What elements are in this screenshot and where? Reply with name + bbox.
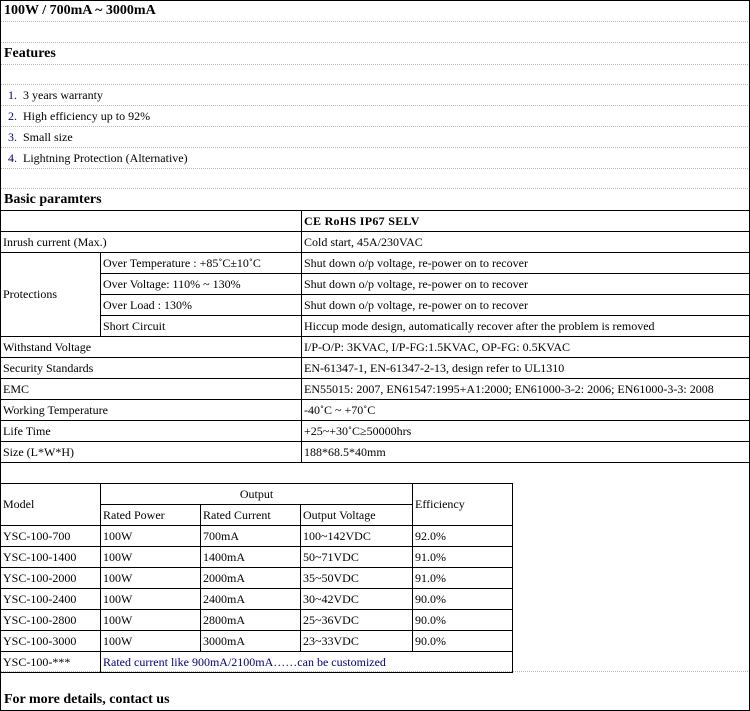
model-cell: YSC-100-2400 [1,589,101,610]
efficiency-cell: 91.0% [413,568,513,589]
certifications: CE RoHS IP67 SELV [302,211,750,232]
protections-label: Protections [1,253,101,337]
divider [1,21,748,22]
current-cell: 3000mA [201,631,301,652]
table-cell [1,211,302,232]
row-value: 188*68.5*40mm [302,442,750,463]
divider [1,42,748,43]
power-cell: 100W [101,526,201,547]
row-label: EMC [1,379,302,400]
protection-name: Short Circuit [101,316,302,337]
product-title: 100W / 700mA ~ 3000mA [4,3,156,18]
power-cell: 100W [101,589,201,610]
efficiency-cell: 90.0% [413,631,513,652]
table-row [1,358,750,379]
current-cell: 2400mA [201,589,301,610]
basic-params-table [0,210,750,463]
current-cell: 1400mA [201,547,301,568]
power-cell: 100W [101,568,201,589]
table-row [1,211,750,232]
voltage-cell: 35~50VDC [301,568,413,589]
row-label: Withstand Voltage [1,337,302,358]
efficiency-cell: 90.0% [413,589,513,610]
row-label: Security Standards [1,358,302,379]
protection-name: Over Temperature : +85˚C±10˚C [101,253,302,274]
table-row [1,610,513,631]
row-label: Working Temperature [1,400,302,421]
voltage-cell: 25~36VDC [301,610,413,631]
row-value: EN-61347-1, EN-61347-2-13, design refer to UL1310 [302,358,750,379]
table-row [1,316,750,337]
divider [1,671,748,672]
table-row [1,400,750,421]
table-row [1,547,513,568]
row-label: Life Time [1,421,302,442]
power-cell: 100W [101,631,201,652]
efficiency-cell: 91.0% [413,547,513,568]
protection-value: Shut down o/p voltage, re-power on to recover [302,295,750,316]
model-table [0,483,513,673]
table-row [1,526,513,547]
table-row [1,337,750,358]
row-label: Inrush current (Max.) [1,232,302,253]
table-row [1,589,513,610]
voltage-cell: 30~42VDC [301,589,413,610]
feature-item: 2. High efficiency up to 92% [8,109,151,123]
table-row [1,568,513,589]
model-cell: YSC-100-2000 [1,568,101,589]
voltage-cell: 50~71VDC [301,547,413,568]
efficiency-cell: 90.0% [413,610,513,631]
protection-name: Over Voltage: 110% ~ 130% [101,274,302,295]
model-cell: YSC-100-3000 [1,631,101,652]
model-cell: YSC-100-*** [1,652,101,673]
protection-value: Shut down o/p voltage, re-power on to recover [302,253,750,274]
contact-heading: For more details, contact us [4,692,170,707]
row-label: Size (L*W*H) [1,442,302,463]
power-cell: 100W [101,547,201,568]
row-value: I/P-O/P: 3KVAC, I/P-FG:1.5KVAC, OP-FG: 0.5KVAC [302,337,750,358]
divider [1,168,748,169]
model-cell: YSC-100-1400 [1,547,101,568]
efficiency-cell: 92.0% [413,526,513,547]
voltage-cell: 23~33VDC [301,631,413,652]
model-cell: YSC-100-700 [1,526,101,547]
table-row [1,442,750,463]
current-cell: 700mA [201,526,301,547]
protection-value: Shut down o/p voltage, re-power on to recover [302,274,750,295]
rated-power-header: Rated Power [101,505,201,526]
feature-item: 4. Lightning Protection (Alternative) [8,151,188,165]
row-value: +25~+30˚C≥50000hrs [302,421,750,442]
power-cell: 100W [101,610,201,631]
divider [1,147,748,148]
output-header: Output [101,484,413,505]
protection-value: Hiccup mode design, automatically recover after the problem is removed [302,316,750,337]
table-header-row [1,484,513,505]
feature-item: 3. Small size [8,130,73,144]
divider [1,105,748,106]
basic-params-heading: Basic paramters [4,192,102,207]
divider [1,64,748,65]
protection-name: Over Load : 130% [101,295,302,316]
current-cell: 2000mA [201,568,301,589]
model-cell: YSC-100-2800 [1,610,101,631]
table-row [1,274,750,295]
divider [1,188,748,189]
table-row [1,253,750,274]
output-voltage-header: Output Voltage [301,505,413,526]
feature-item: 1. 3 years warranty [8,88,103,102]
custom-note: Rated current like 900mA/2100mA……can be customized [101,652,513,673]
table-row [1,652,513,673]
row-value: -40˚C ~ +70˚C [302,400,750,421]
divider [1,126,748,127]
row-value: Cold start, 45A/230VAC [302,232,750,253]
table-row [1,421,750,442]
divider [1,84,748,85]
efficiency-header: Efficiency [413,484,513,526]
table-row [1,379,750,400]
model-header: Model [1,484,101,526]
table-row [1,295,750,316]
rated-current-header: Rated Current [201,505,301,526]
row-value: EN55015: 2007, EN61547:1995+A1:2000; EN61000-3-2: 2006; EN61000-3-3: 2008 [302,379,750,400]
features-heading: Features [4,46,56,61]
table-row [1,631,513,652]
voltage-cell: 100~142VDC [301,526,413,547]
table-row [1,232,750,253]
current-cell: 2800mA [201,610,301,631]
